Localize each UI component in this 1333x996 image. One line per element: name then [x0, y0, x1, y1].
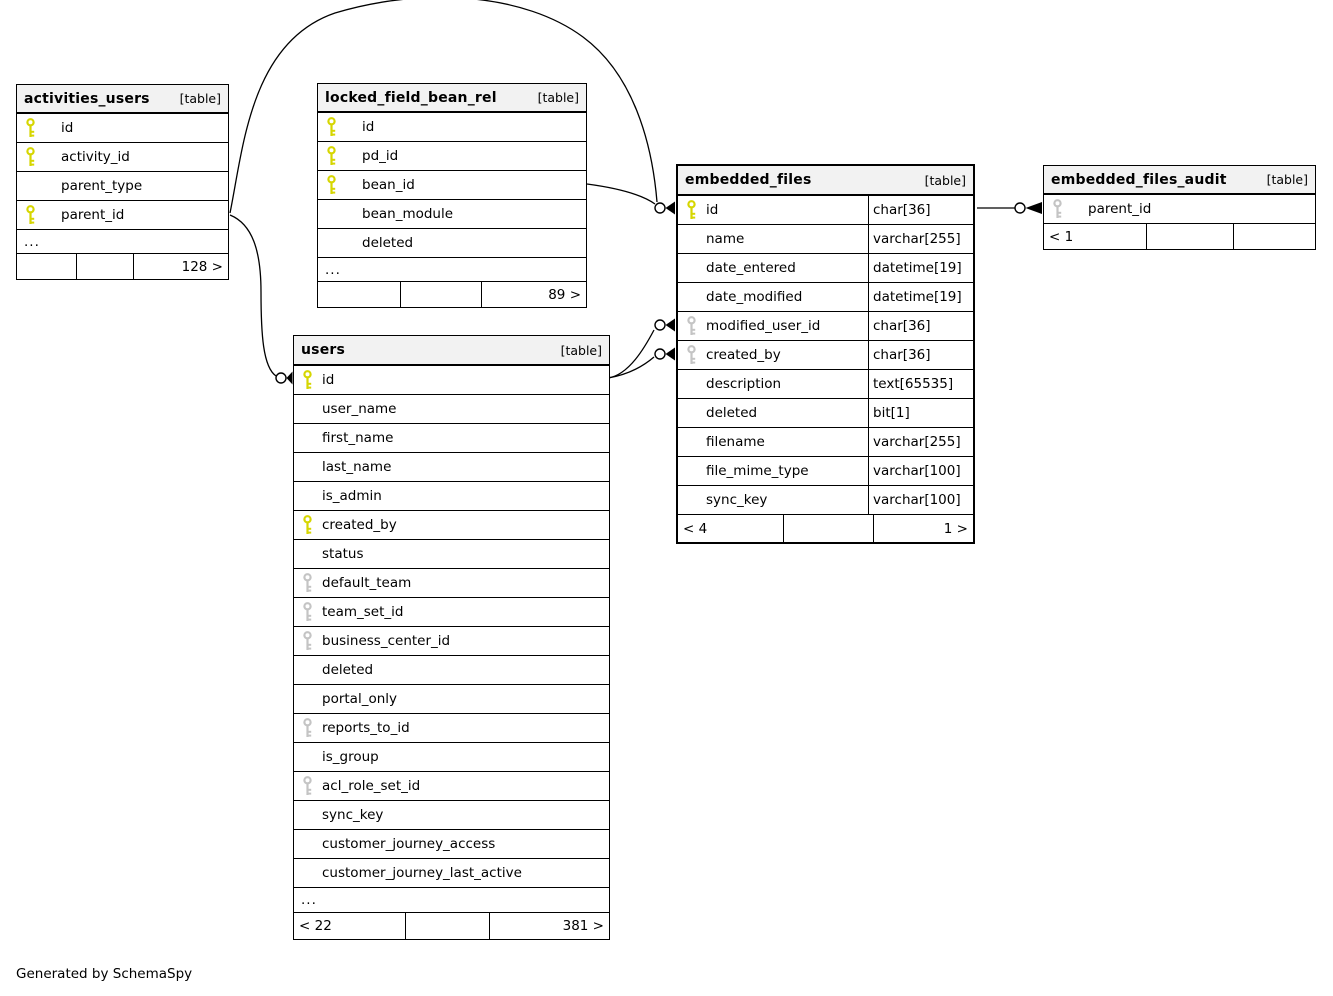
table-tag: [table] [560, 342, 602, 358]
column-row [294, 713, 609, 742]
incoming-relationships-count: < 1 [1049, 228, 1074, 245]
column-name: activity_id [61, 149, 130, 165]
zero-or-one-dot [655, 320, 665, 330]
table-users[interactable] [293, 335, 610, 940]
foreign-key-icon [302, 631, 313, 651]
primary-key-icon [25, 147, 36, 167]
column-name: pd_id [362, 148, 399, 164]
fk-arrowhead [287, 372, 293, 385]
column-name: reports_to_id [322, 720, 410, 736]
column-type: varchar[255] [868, 225, 973, 253]
generator-credit: Generated by SchemaSpy [16, 966, 193, 982]
column-type: bit[1] [868, 399, 973, 427]
column-name: customer_journey_last_active [322, 865, 522, 881]
column-row [294, 510, 609, 539]
edge-users-id-to-embedded-files-modified-user-id [608, 330, 654, 378]
column-name: deleted [362, 235, 414, 251]
primary-key-icon [25, 205, 36, 225]
table-activities-users[interactable] [16, 84, 229, 280]
column-name: sync_key [322, 807, 384, 823]
incoming-relationships-count [17, 254, 76, 279]
column-name: sync_key [706, 492, 768, 508]
column-name: parent_type [61, 178, 143, 194]
fk-arrowhead [1026, 202, 1043, 214]
column-row [678, 427, 973, 456]
outgoing-relationships-count: 128 > [133, 254, 228, 279]
table-header[interactable] [1044, 166, 1315, 194]
table-title: locked_field_bean_rel [325, 89, 497, 106]
column-type: varchar[100] [868, 457, 973, 485]
column-name: parent_id [61, 207, 125, 223]
foreign-key-icon [302, 718, 313, 738]
column-name: deleted [706, 405, 758, 421]
more-columns-ellipsis: ... [294, 887, 609, 912]
column-name: modified_user_id [706, 318, 821, 334]
primary-key-icon [302, 370, 313, 390]
zero-or-one-dot [1015, 203, 1025, 213]
column-type: datetime[19] [868, 283, 973, 311]
footer-spacer-cell [783, 515, 873, 542]
column-row [17, 200, 228, 229]
outgoing-relationships-count: 381 > [489, 913, 609, 939]
fk-arrowhead [666, 319, 676, 332]
column-row [1044, 194, 1315, 223]
column-row [294, 394, 609, 423]
column-type: char[36] [868, 312, 973, 340]
column-row [678, 456, 973, 485]
column-row [294, 568, 609, 597]
column-row [678, 398, 973, 427]
column-row [318, 141, 586, 170]
column-row [318, 170, 586, 199]
column-name: is_admin [322, 488, 382, 504]
column-name: team_set_id [322, 604, 404, 620]
foreign-key-icon [686, 345, 697, 365]
column-name: customer_journey_access [322, 836, 496, 852]
table-header[interactable] [17, 85, 228, 113]
relationship-count-footer [17, 253, 228, 279]
column-row [678, 253, 973, 282]
column-row [678, 282, 973, 311]
zero-or-one-dot [655, 349, 665, 359]
zero-or-one-dot [655, 203, 665, 213]
column-row [678, 485, 973, 514]
column-name: created_by [706, 347, 781, 363]
column-name: user_name [322, 401, 397, 417]
column-name: name [706, 231, 745, 247]
zero-or-one-dot [276, 373, 286, 383]
column-row [294, 858, 609, 887]
table-tag: [table] [924, 172, 966, 188]
column-name: business_center_id [322, 633, 451, 649]
column-name: id [706, 202, 719, 218]
column-row [294, 800, 609, 829]
column-name: parent_id [1088, 201, 1152, 217]
edge-activities-users-parent-id-to-users-id [230, 215, 276, 376]
table-title: users [301, 342, 346, 358]
primary-key-icon [326, 175, 337, 195]
column-name: id [362, 119, 375, 135]
foreign-key-icon [686, 316, 697, 336]
table-header[interactable] [318, 84, 586, 112]
column-row [318, 112, 586, 141]
table-header[interactable] [678, 166, 973, 195]
column-row [294, 365, 609, 394]
column-row [678, 224, 973, 253]
column-row [17, 171, 228, 200]
incoming-relationships-count [318, 282, 400, 307]
relationship-count-footer [1044, 223, 1315, 249]
column-name: first_name [322, 430, 394, 446]
column-name: id [322, 372, 335, 388]
primary-key-icon [326, 117, 337, 137]
foreign-key-icon [302, 602, 313, 622]
outgoing-relationships-count: 89 > [481, 282, 586, 307]
column-name: file_mime_type [706, 463, 809, 479]
relationship-count-footer [294, 912, 609, 939]
table-title: embedded_files_audit [1051, 171, 1227, 188]
column-row [294, 597, 609, 626]
column-row [294, 452, 609, 481]
more-columns-ellipsis: ... [318, 257, 586, 281]
column-name: deleted [322, 662, 374, 678]
primary-key-icon [326, 146, 337, 166]
footer-spacer-cell [400, 282, 480, 307]
column-row [294, 742, 609, 771]
column-name: date_entered [706, 260, 796, 276]
column-row [17, 113, 228, 142]
table-embedded-files[interactable] [676, 164, 975, 544]
relationship-count-footer [678, 514, 973, 542]
edge-users-id-to-embedded-files-created-by [608, 357, 654, 378]
column-row [294, 423, 609, 452]
table-locked-field-bean-rel[interactable] [317, 83, 587, 308]
column-row [318, 199, 586, 228]
column-row [678, 369, 973, 398]
table-tag: [table] [1266, 172, 1308, 187]
column-name: date_modified [706, 289, 803, 305]
column-name: portal_only [322, 691, 398, 707]
column-row [17, 142, 228, 171]
column-row [678, 195, 973, 224]
table-header[interactable] [294, 336, 609, 365]
incoming-relationships-count: < 22 [299, 918, 332, 934]
edge-locked-field-bean-rel-bean-id-to-embedded-files-id [587, 184, 655, 204]
column-type: varchar[100] [868, 486, 973, 514]
table-tag: [table] [179, 91, 221, 106]
table-title: embedded_files [685, 172, 812, 188]
table-tag: [table] [537, 90, 579, 105]
column-name: created_by [322, 517, 397, 533]
outgoing-relationships-count [1233, 224, 1315, 249]
column-name: default_team [322, 575, 412, 591]
incoming-relationships-count: < 4 [683, 520, 708, 537]
fk-arrowhead [666, 202, 676, 215]
column-type: varchar[255] [868, 428, 973, 456]
column-row [294, 626, 609, 655]
column-name: acl_role_set_id [322, 778, 421, 794]
column-name: is_group [322, 749, 379, 765]
column-name: id [61, 120, 74, 136]
column-row [294, 684, 609, 713]
footer-spacer-cell [405, 913, 488, 939]
column-row [294, 771, 609, 800]
foreign-key-icon [1052, 199, 1063, 219]
column-row [294, 829, 609, 858]
primary-key-icon [25, 118, 36, 138]
column-name: last_name [322, 459, 392, 475]
column-name: filename [706, 434, 765, 450]
column-type: char[36] [868, 196, 973, 224]
footer-spacer-cell [1146, 224, 1233, 249]
column-name: bean_id [362, 177, 415, 193]
column-type: char[36] [868, 341, 973, 369]
column-row [294, 539, 609, 568]
table-title: activities_users [24, 90, 150, 107]
primary-key-icon [302, 515, 313, 535]
foreign-key-icon [302, 776, 313, 796]
outgoing-relationships-count: 1 > [873, 515, 973, 542]
column-row [678, 340, 973, 369]
foreign-key-icon [302, 573, 313, 593]
column-type: datetime[19] [868, 254, 973, 282]
table-embedded-files-audit[interactable] [1043, 165, 1316, 250]
relationship-count-footer [318, 281, 586, 307]
column-row [318, 228, 586, 257]
more-columns-ellipsis: ... [17, 229, 228, 253]
column-name: bean_module [362, 206, 454, 222]
fk-arrowhead [666, 348, 676, 361]
column-name: status [322, 546, 364, 562]
column-row [294, 481, 609, 510]
primary-key-icon [686, 200, 697, 220]
column-row [294, 655, 609, 684]
column-row [678, 311, 973, 340]
column-type: text[65535] [868, 370, 973, 398]
footer-spacer-cell [76, 254, 132, 279]
column-name: description [706, 376, 782, 392]
